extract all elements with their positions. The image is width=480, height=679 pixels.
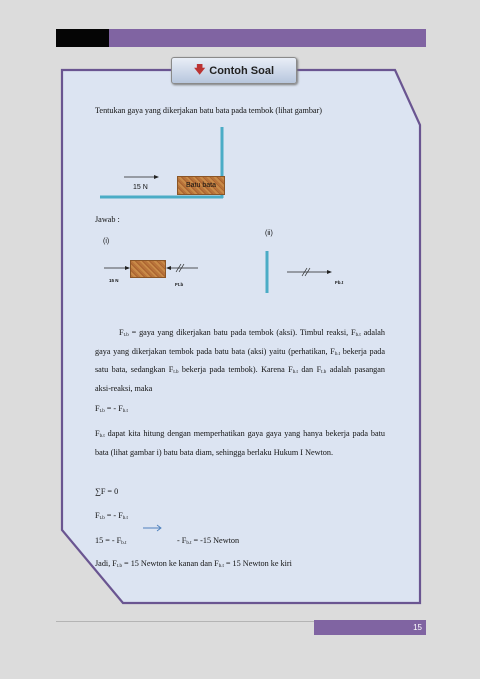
equation-2: ∑F = 0 [95,487,119,496]
answer-label: Jawab : [95,215,120,224]
paragraph-1: $F_{t.b}$ = gaya yang dikerjakan batu pada tembok (aksi). Timbul reaksi, $F_{b.t}$ adalah gaya yang dikerjakan tembok pada batu bata (aksi) yaitu (perhatikan, $F_{b.t}$ bekerja pada satu bata, sedangkan $F_{t.b}$ bekerja pada tembok). Karena $F_{b.t}$ dan $F_{t.b}$ adalah pasangan aksi-reaksi, maka [95,328,386,393]
conclusion: Jadi, $F_{t.b} = 15$ Newton ke kanan dan $F_{b.t} = 15$ Newton ke kiri [95,559,292,569]
section-badge [171,57,297,84]
figure1-force-label: 15 N [133,184,148,191]
question-text: Tentukan gaya yang dikerjakan batu bata pada tembok (lihat gambar) [95,106,322,115]
brick-label: Batu bata [186,182,216,189]
figure-i-label: (i) [103,238,110,245]
page-number-box [314,620,426,635]
figure-ii-label: (ii) [265,230,273,237]
badge-title: Contoh Soal [209,64,275,77]
figure2-fbt-label: Fb.t [335,280,344,285]
equation-1: $F_{t.b}$ = - $F_{b.t}$ [95,404,128,414]
down-arrow-icon: 🡇 [193,64,206,76]
brick-figure2 [130,260,166,278]
brick-figure1 [177,176,225,195]
equation-4-left: 15 = - $F_{b.t}$ [95,536,127,546]
figure2-force-label: 15 N [109,278,119,283]
paragraph-2: $F_{b.t}$ dapat kita hitung dengan memperhatikan gaya gaya yang hanya bekerja pada batu bata (lihat gambar i) batu bata diam, sehingga berlaku Hukum I Newton. [95,429,385,457]
page-number: 15 [413,623,422,632]
figure2-ftb-label: Ft.b [175,282,184,287]
equation-3: $F_{t.b}$ = - $F_{b.t}$ [95,511,128,521]
equation-4-right: - $F_{b.t} = -15$ Newton [177,536,240,546]
